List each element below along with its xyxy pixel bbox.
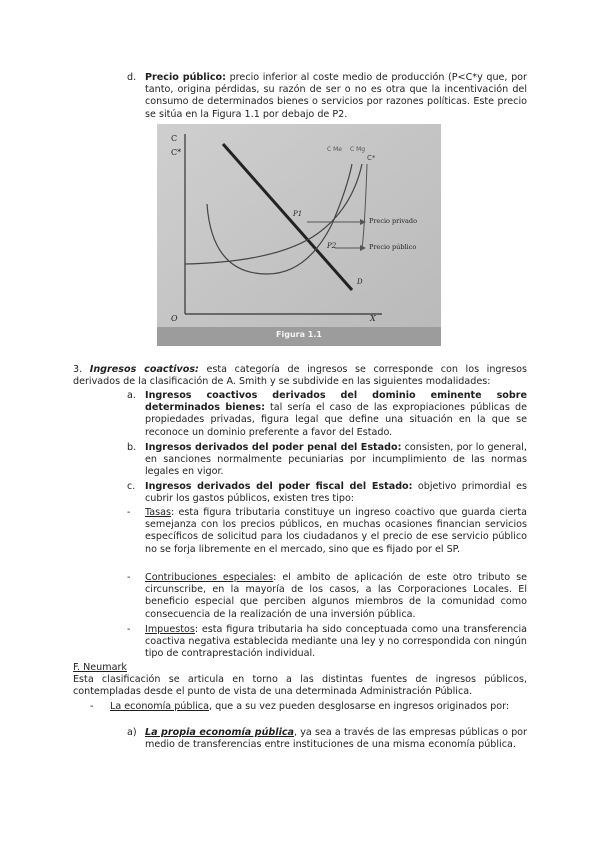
figure-1-1 xyxy=(157,124,441,346)
dash-contribuciones: Contribuciones especiales: el ambito de aplicación de este otro tributo se circunscribe, en la mayoría de los casos, a las Corporaciones Locales. El beneficio especial que perciben algunos miembros de la comunidad como consecuencia de la realización de una inversión pública. xyxy=(145,572,527,620)
section3-title: Ingresos coactivos: xyxy=(89,364,199,375)
dash-tasas: Tasas: esta figura tributaria constituye un ingreso coactivo que guarda cierta semejanza con los precios públicos, en muchas ocasiones financian servicios específicos de solicitud para los ciudadanos y el precio de ese servicio público no se forja libremente en el mercado, sino que es fijado por el SP. xyxy=(145,507,527,555)
section3-item-b: Ingresos derivados del poder penal del Estado: consisten, por lo general, en sanciones normalmente pecuniarias por incumplimiento de las normas legales en vigor. xyxy=(145,442,527,478)
demand-label: D xyxy=(357,278,363,286)
document-page: d. Precio público: precio inferior al coste medio de producción (P<C*y que, por tanto, origina pérdidas, su razón de ser o no es otra que la incentivación del consumo de determinados bienes o servicios por razones políticas. Este precio se sitúa en la Figura 1.1 por debajo de P2. C C* O X C Me C Mg C* P1 P2 D Precio privado Precio público Figura 1.1 3. Ingresos coactivos: esta categoría de ingresos se corresponde con los ingresos derivados de la clasificación de A. Smith y se subdivide en las siguientes modalidades: a. Ingresos coactivos derivados del dominio eminente sobre determinados bienes: tal sería el caso de las expropiaciones públicas de propiedades privadas, figura legal que define una situación en la que se reconoce un dominio preferente a favor del Estado. b. Ingresos derivados del poder penal del Estado: consisten, por lo general, en sanciones normalmente pecuniarias por incumplimiento de las normas legales en vigor. c. Ingresos derivados del poder fiscal del Estado: objetivo primordial es cubrir los gastos públicos, existen tres tipo: - Tasas: esta figura tributaria constituye un ingreso coactivo que guarda cierta semejanza con los precios públicos, en muchas ocasiones financian servicios específicos de solicitud para los ciudadanos y el precio de ese servicio público no se forja libremente en el mercado, sino que es fijado por el SP. - Contribuciones especiales: el ambito de aplicación de este otro tributo se circunscribe, en la mayoría de los casos, a las Corporaciones Locales. El beneficio especial que perciben algunos miembros de la comunidad como consecuencia de la realización de una inversión pública. - Impuestos: esta figura tributaria ha sido conceptuada como una transferencia coactiva negativa establecida mediante una ley y no correspondida con ningún tipo de contraprestación individual. F. Neumark Esta clasificación se articula en torno a las distintas fuentes de ingresos públicos, contempladas desde el punto de vista de una determinada Administración Pública. - La economía pública, que a su vez pueden desglosarse en ingresos originados por: a) La propia economía pública, ya sea a través de las empresas públicas o por medio de transferencias entre instituciones de una misma economía pública. xyxy=(73,72,528,751)
axis-x-label: X xyxy=(370,314,376,323)
curve-label-cstar: C* xyxy=(367,154,376,162)
point-p1-label: P1 xyxy=(293,210,303,218)
item-d-term: Precio público: xyxy=(145,72,226,83)
dash-impuestos: Impuestos: esta figura tributaria ha sido conceptuada como una transferencia coactiva negativa establecida mediante una ley y no correspondida con ningún tipo de contraprestación individual. xyxy=(145,624,527,660)
origin-label: O xyxy=(171,314,178,323)
section3-item-c: Ingresos derivados del poder fiscal del Estado: objetivo primordial es cubrir los gastos públicos, existen tres tipo: xyxy=(145,481,527,505)
axis-y2-label: C xyxy=(171,134,178,143)
axis-y-label: C* xyxy=(171,148,182,157)
item-d-marker: d. xyxy=(127,72,137,83)
point-p2-label: P2 xyxy=(327,242,337,250)
figure-graph xyxy=(157,124,441,346)
curve-label-cme: C Me xyxy=(327,146,342,153)
section3-item-a: Ingresos coactivos derivados del dominio eminente sobre determinados bienes: tal sería el caso de las expropiaciones públicas de propiedades privadas, figura legal que define una situación en la que se reconoce un dominio preferente a favor del Estado. xyxy=(145,390,527,438)
item-d-paragraph xyxy=(145,72,527,121)
section3-intro: 3. Ingresos coactivos: esta categoría de ingresos se corresponde con los ingresos derivados de la clasificación de A. Smith y se subdivide en las siguientes modalidades: xyxy=(73,364,528,388)
neumark-sub-a: La propia economía pública, ya sea a través de las empresas públicas o por medio de transferencias entre instituciones de una misma economía pública. xyxy=(145,727,528,751)
neumark-dash: La economía pública, que a su vez pueden desglosarse en ingresos originados por: xyxy=(110,701,510,712)
arrow-public-label: Precio público xyxy=(369,243,417,251)
figure-caption: Figura 1.1 xyxy=(276,330,322,339)
curve-label-cmg: C Mg xyxy=(350,146,366,153)
neumark-section xyxy=(73,662,527,699)
neumark-intro: Esta clasificación se articula en torno a las distintas fuentes de ingresos públicos, contempladas desde el punto de vista de una determinada Administración Pública. xyxy=(73,674,527,698)
neumark-heading: F. Neumark xyxy=(73,662,127,673)
arrow-private-label: Precio privado xyxy=(369,217,417,225)
item-d-text: precio inferior al coste medio de producción (P<C*y que, por tanto, origina pérdidas, su razón de ser o no es otra que la incentivación del consumo de determinados bienes o servicios por razones políticas. Este precio se sitúa en la Figura 1.1 por debajo de P2. xyxy=(145,72,527,120)
figure-background xyxy=(157,124,441,346)
